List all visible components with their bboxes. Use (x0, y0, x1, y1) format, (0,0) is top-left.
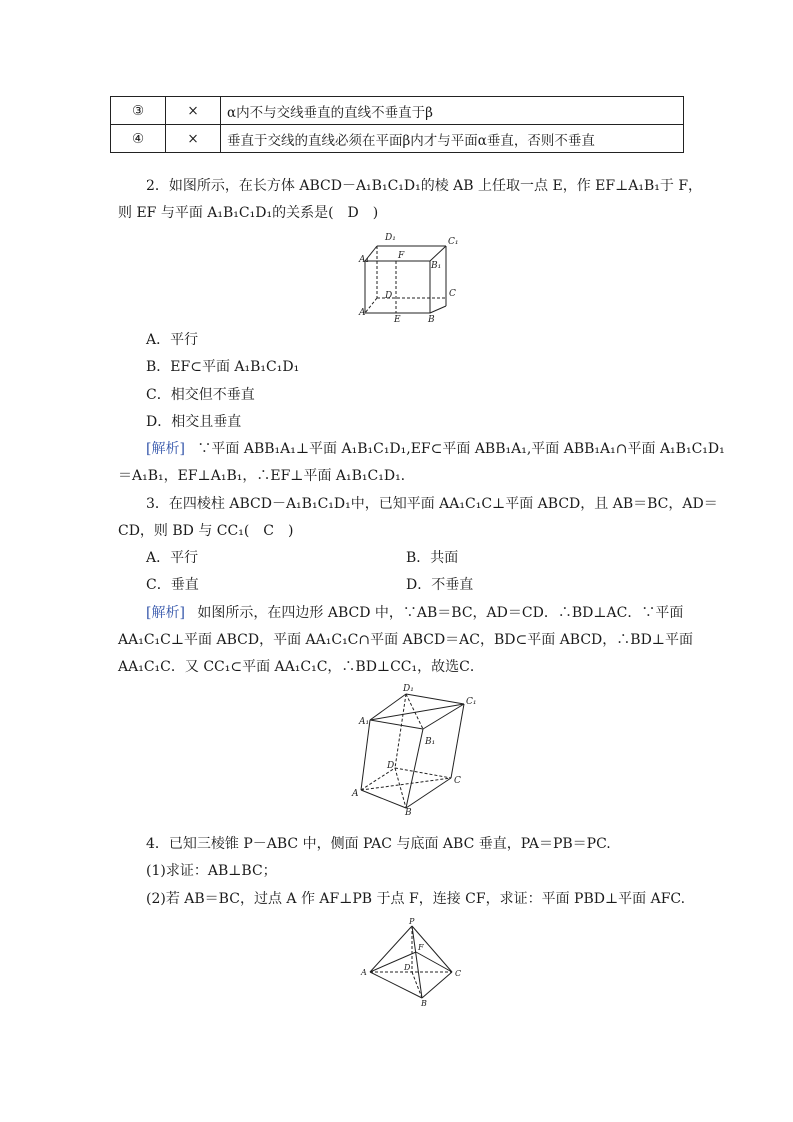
q2-stem-line2: 则 EF 与平面 A₁B₁C₁D₁的关系是( D ) (118, 205, 379, 221)
label-b1: B₁ (431, 261, 442, 271)
q4-part2: (2)若 AB＝BC，过点 A 作 AF⊥PB 于点 F，连接 CF，求证：平面 PBD⊥平面 AFC. (146, 891, 686, 907)
label-d: D (385, 291, 393, 301)
label-b: B (428, 315, 435, 325)
answer-table (110, 96, 684, 153)
analysis-tag: [解析] (146, 441, 185, 457)
q2-cuboid-figure (360, 228, 470, 323)
q3-analysis-line3: AA₁C₁C．又 CC₁⊂平面 AA₁C₁C，∴BD⊥CC₁，故选C． (118, 659, 484, 675)
table-row (111, 125, 684, 153)
label-d1: D₁ (403, 684, 414, 694)
label-d: D (404, 963, 411, 972)
q3-option-b: B．共面 (406, 550, 459, 566)
label-e: E (394, 315, 401, 325)
q2-option-b: B．EF⊂平面 A₁B₁C₁D₁ (146, 359, 300, 375)
label-c1: C₁ (466, 697, 477, 707)
row-text: α内不与交线垂直的直线不垂直于β (221, 97, 684, 125)
row-mark: × (166, 97, 221, 125)
row-number: ④ (111, 125, 166, 153)
q2-stem-line1: 2．如图所示，在长方体 ABCD－A₁B₁C₁D₁的棱 AB 上任取一点 E，作 EF⊥A₁B₁于 F， (146, 178, 703, 194)
label-c: C (454, 776, 461, 786)
q3-option-c: C．垂直 (146, 577, 199, 593)
analysis-text: 如图所示，在四边形 ABCD 中，∵AB＝BC，AD＝CD．∴BD⊥AC．∵平面 (197, 605, 684, 621)
label-b: B (421, 999, 427, 1008)
label-c: C (449, 289, 456, 299)
q3-prism-figure (348, 684, 478, 818)
q4-pyramid-figure (356, 916, 466, 1006)
q3-option-a: A．平行 (146, 550, 199, 566)
analysis-tag: [解析] (146, 605, 185, 621)
q4-stem-line1: 4．已知三棱锥 P－ABC 中，侧面 PAC 与底面 ABC 垂直，PA＝PB＝PC. (146, 836, 611, 852)
label-f: F (418, 943, 424, 952)
label-a1: A₁ (359, 255, 370, 265)
row-mark: × (166, 125, 221, 153)
q2-option-d: D．相交且垂直 (146, 414, 242, 430)
label-a: A (352, 789, 359, 799)
label-b: B (405, 808, 412, 818)
label-b1: B₁ (425, 737, 436, 747)
label-a: A (361, 968, 367, 977)
q3-analysis-line2: AA₁C₁C⊥平面 ABCD，平面 AA₁C₁C∩平面 ABCD＝AC，BD⊂平面 ABCD，∴BD⊥平面 (118, 632, 693, 648)
q3-option-d: D．不垂直 (406, 577, 474, 593)
q3-stem-line2: CD，则 BD 与 CC₁( C ) (118, 523, 294, 539)
label-p: P (409, 917, 415, 926)
label-d1: D₁ (385, 233, 396, 243)
label-c1: C₁ (448, 237, 459, 247)
label-a1: A₁ (359, 717, 370, 727)
table-row (111, 97, 684, 125)
label-a: A (359, 308, 366, 318)
q2-analysis-line2: ＝A₁B₁，EF⊥A₁B₁，∴EF⊥平面 A₁B₁C₁D₁. (118, 468, 406, 484)
q3-analysis-line1 (146, 603, 683, 623)
q4-part1: (1)求证：AB⊥BC； (146, 863, 277, 879)
label-c: C (455, 969, 462, 978)
q2-analysis-line1 (146, 439, 725, 459)
label-f: F (398, 251, 405, 261)
label-d: D (387, 761, 395, 771)
q2-option-a: A．平行 (146, 332, 199, 348)
row-text: 垂直于交线的直线必须在平面β内才与平面α垂直，否则不垂直 (221, 125, 684, 153)
q2-option-c: C．相交但不垂直 (146, 387, 255, 403)
analysis-text: ∵平面 ABB₁A₁⊥平面 A₁B₁C₁D₁,EF⊂平面 ABB₁A₁,平面 ABB₁A₁∩平面 A₁B₁C₁D₁ (197, 441, 725, 457)
q3-stem-line1: 3．在四棱柱 ABCD－A₁B₁C₁D₁中，已知平面 AA₁C₁C⊥平面 ABCD，且 AB＝BC，AD＝ (146, 496, 718, 512)
row-number: ③ (111, 97, 166, 125)
